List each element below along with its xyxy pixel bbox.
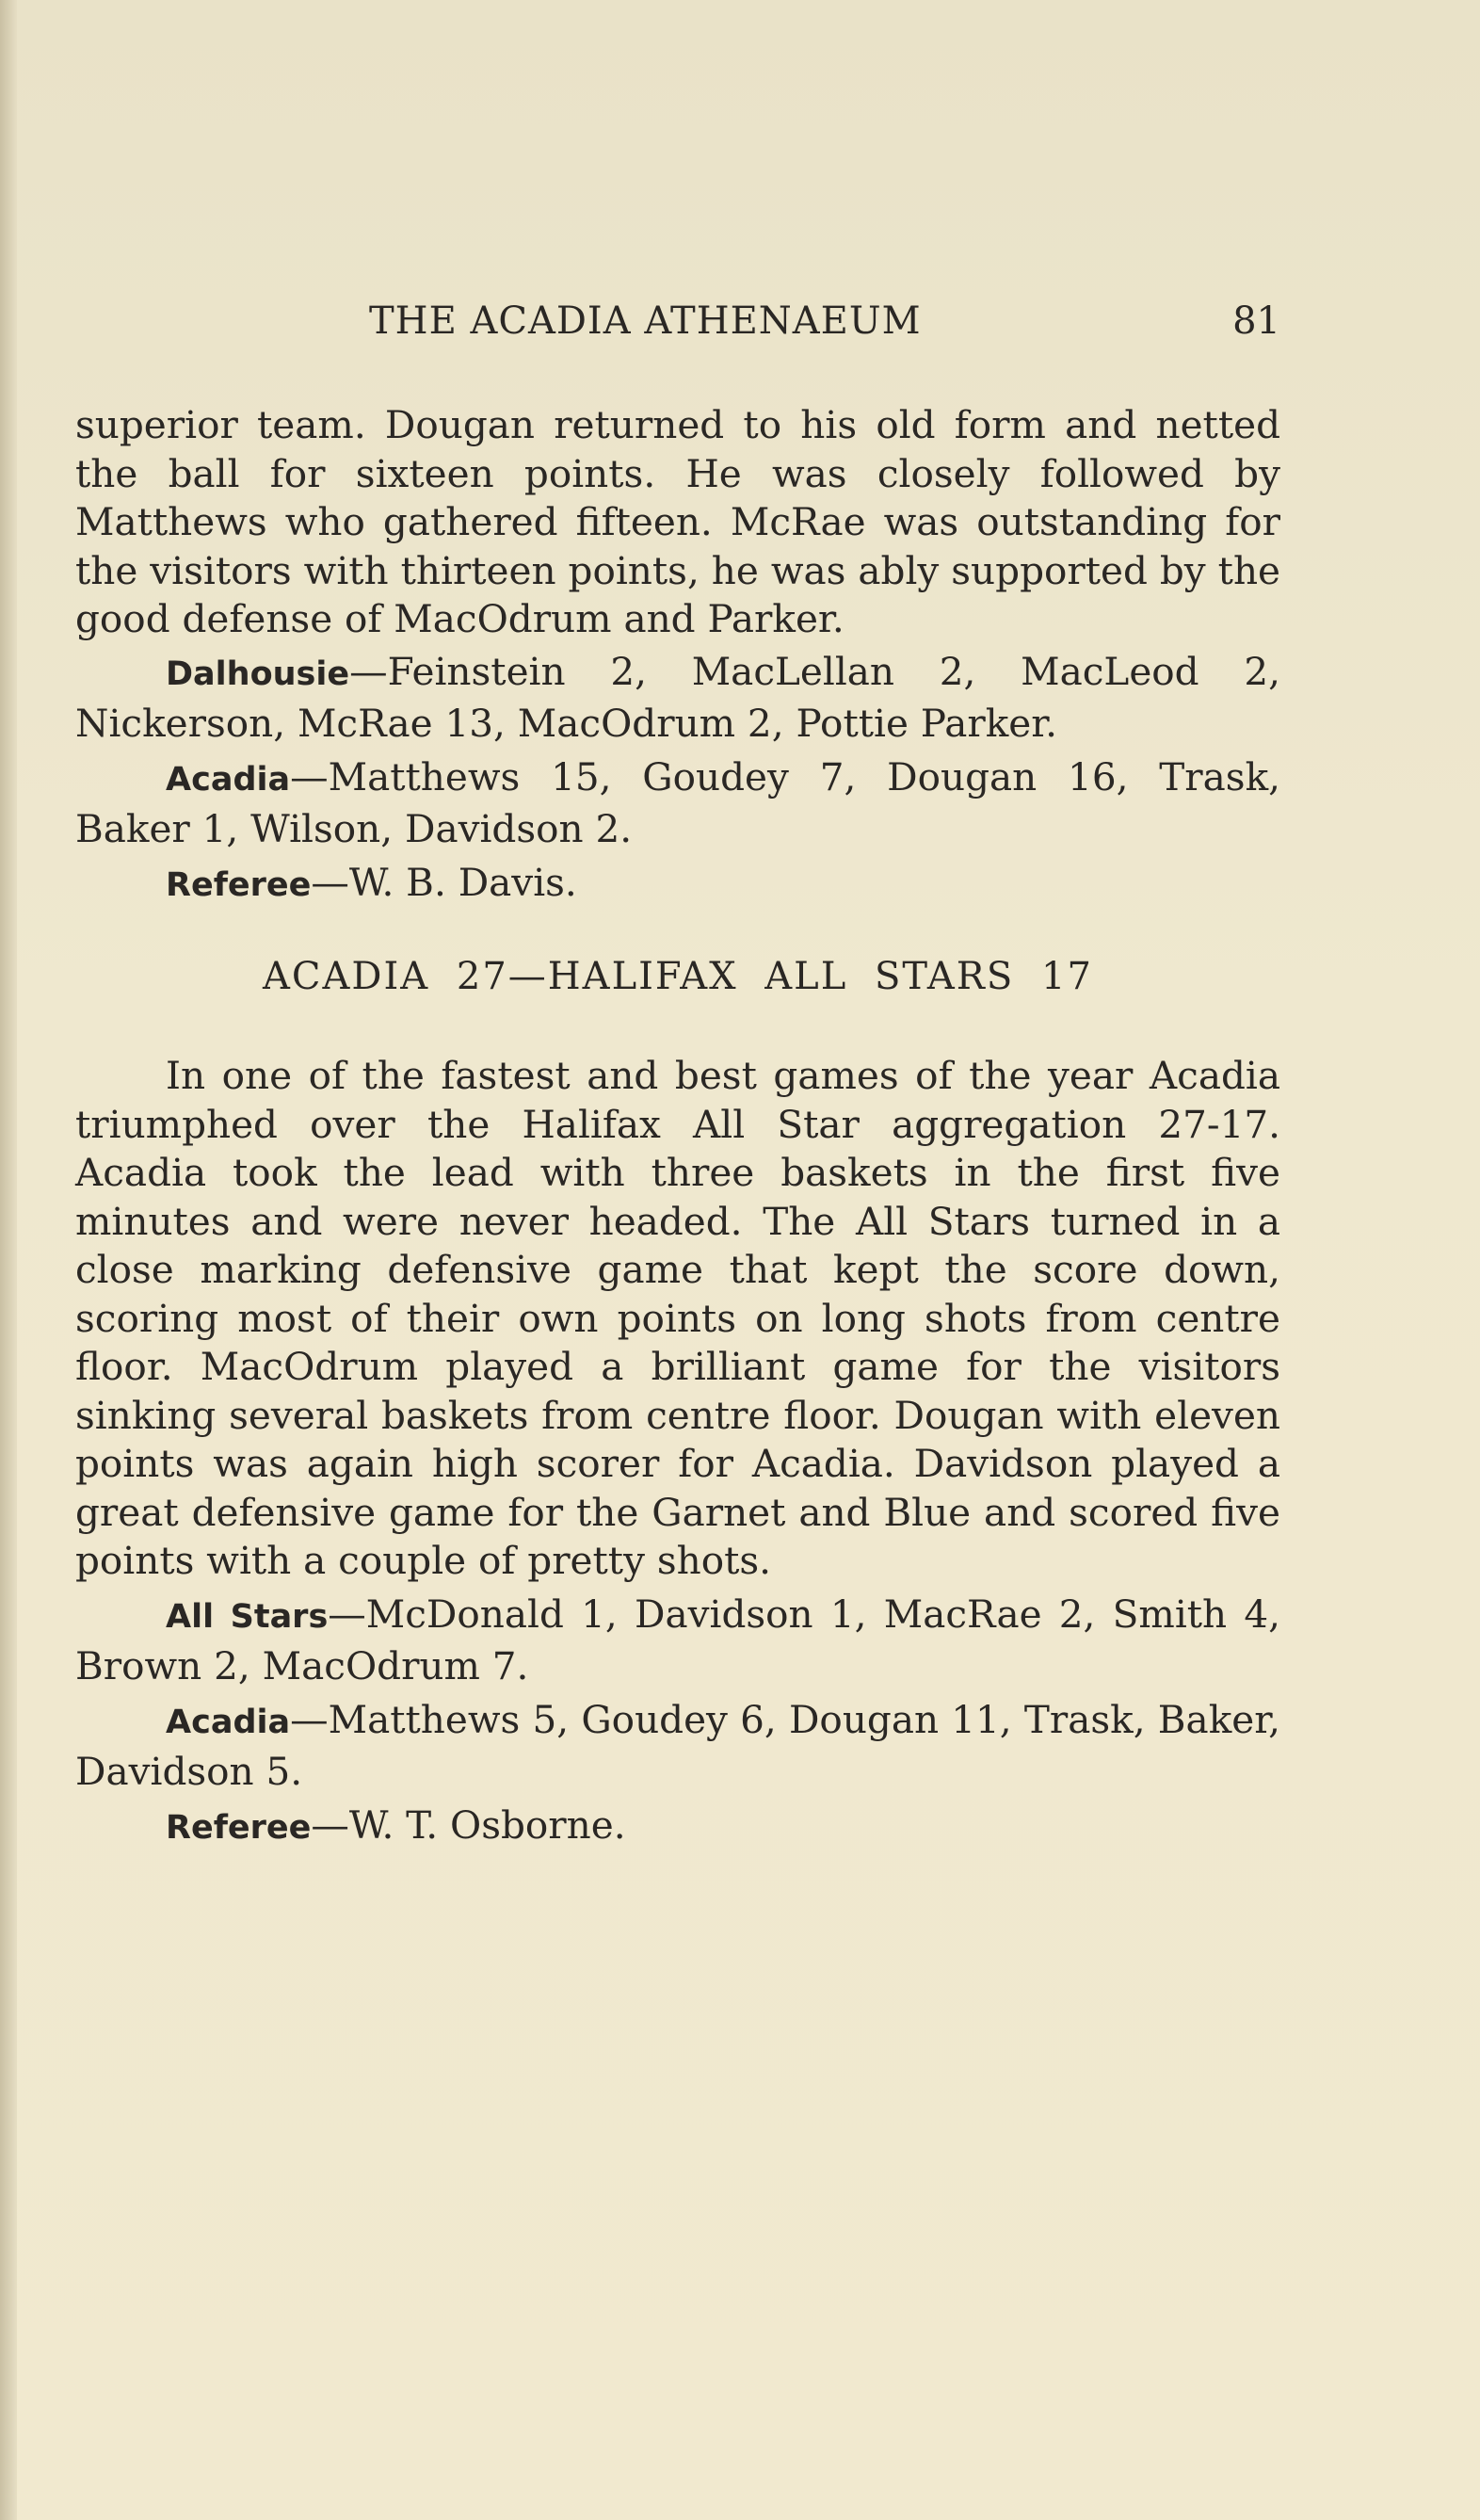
- page-edge: [0, 0, 17, 2520]
- paragraph-dalhousie-lineup: [75, 648, 1280, 748]
- paragraph-acadia-lineup-2: [75, 1696, 1280, 1796]
- referee-text-1: —W. B. Davis.: [311, 860, 577, 905]
- paragraph-acadia-lineup-1: [75, 753, 1280, 853]
- lineup-text-acadia-2: —Matthews 5, Goudey 6, Dougan 11, Trask, Baker, Davidson 5.: [75, 1697, 1280, 1794]
- referee-label-1: Referee: [166, 866, 312, 904]
- referee-text-2: —W. T. Osborne.: [311, 1802, 626, 1848]
- page-number: 81: [1232, 299, 1280, 343]
- lineup-text-all-stars: —McDonald 1, Davidson 1, MacRae 2, Smith 4, Brown 2, MacOdrum 7.: [75, 1591, 1280, 1688]
- lineup-text-acadia-1: —Matthews 15, Goudey 7, Dougan 16, Trask, Baker 1, Wilson, Davidson 2.: [75, 754, 1280, 851]
- paragraph-referee-1: [75, 859, 1280, 911]
- lineup-text-dalhousie: —Feinstein 2, MacLellan 2, MacLeod 2, Nickerson, McRae 13, MacOdrum 2, Pottie Parker.: [75, 649, 1280, 746]
- team-label-all-stars: All Stars: [166, 1598, 329, 1636]
- paragraph-referee-2: [75, 1801, 1280, 1853]
- team-label-acadia-2: Acadia: [166, 1704, 291, 1741]
- running-head: [75, 299, 1280, 347]
- paragraph-game-summary-continued: superior team. Dougan returned to his old form and netted the ball for sixteen points. He was closely followed by Matthews who gathered fifteen. McRae was outstanding for the visitors with thirteen points, he was ably supported by the good defense of MacOdrum and Parker.: [75, 402, 1280, 641]
- paragraph-all-stars-lineup: [75, 1591, 1280, 1690]
- running-title: THE ACADIA ATHENAEUM: [369, 299, 922, 343]
- team-label-dalhousie: Dalhousie: [166, 655, 350, 693]
- game-heading-acadia-halifax: ACADIA 27—HALIFAX ALL STARS 17: [263, 955, 1093, 998]
- paragraph-halifax-game-report: In one of the fastest and best games of the year Acadia triumphed over the Halifax All Star aggregation 27-17. Acadia took the lead with three baskets in the first five minutes and were never headed. The All Stars turned in a close marking defensive game that kept the score down, scoring most of their own points on long shots from centre floor. MacOdrum played a brilliant game for the visitors sinking several baskets from centre floor. Dougan with eleven points was again high scorer for Acadia. Davidson played a great defensive game for the Garnet and Blue and scored five points with a couple of pretty shots.: [75, 1053, 1280, 1583]
- referee-label-2: Referee: [166, 1809, 312, 1847]
- team-label-acadia-1: Acadia: [166, 761, 291, 799]
